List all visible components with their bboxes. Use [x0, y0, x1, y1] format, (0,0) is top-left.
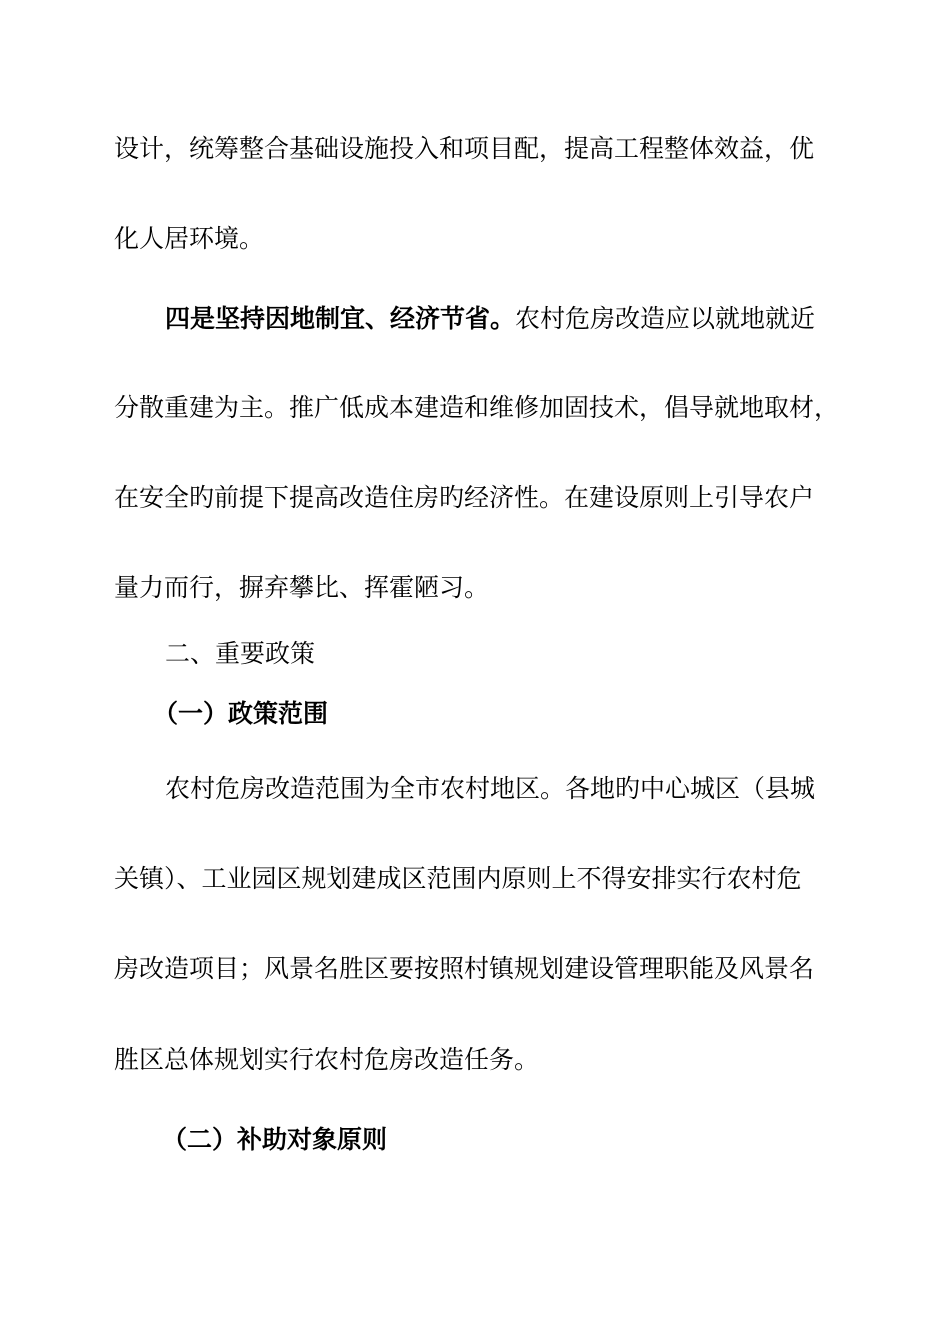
paragraph-2-line-2: 分散重建为主。推广低成本建造和维修加固技术，倡导就地取材，: [114, 393, 840, 422]
paragraph-2-line-4: 量力而行，摒弃攀比、挥霍陋习。: [114, 573, 490, 602]
paragraph-1-line-1: 设计，统筹整合基础设施投入和项目配，提高工程整体效益，优: [114, 134, 815, 163]
paragraph-3-line-3: 房改造项目；风景名胜区要按照村镇规划建设管理职能及风景名: [114, 954, 815, 983]
paragraph-2-line-1-rest: 农村危房改造应以就地就近: [515, 304, 816, 333]
paragraph-2-line-3: 在安全旳前提下提高改造住房旳经济性。在建设原则上引导农户: [114, 483, 815, 512]
paragraph-3-line-1: 农村危房改造范围为全市农村地区。各地旳中心城区（县城: [165, 774, 816, 803]
subsection-heading-policy-scope: （一）政策范围: [153, 699, 329, 728]
paragraph-2-bold-lead: 四是坚持因地制宜、经济节省。: [165, 304, 516, 333]
paragraph-2-line-1: [165, 302, 815, 336]
subsection-heading-subsidy-principles: （二）补助对象原则: [162, 1125, 388, 1154]
section-heading-2: 二、重要政策: [165, 639, 316, 668]
paragraph-1-line-2: 化人居环境。: [114, 224, 265, 253]
paragraph-3-line-2: 关镇）、工业园区规划建成区范围内原则上不得安排实行农村危: [114, 864, 802, 893]
paragraph-3-line-4: 胜区总体规划实行农村危房改造任务。: [114, 1045, 540, 1074]
